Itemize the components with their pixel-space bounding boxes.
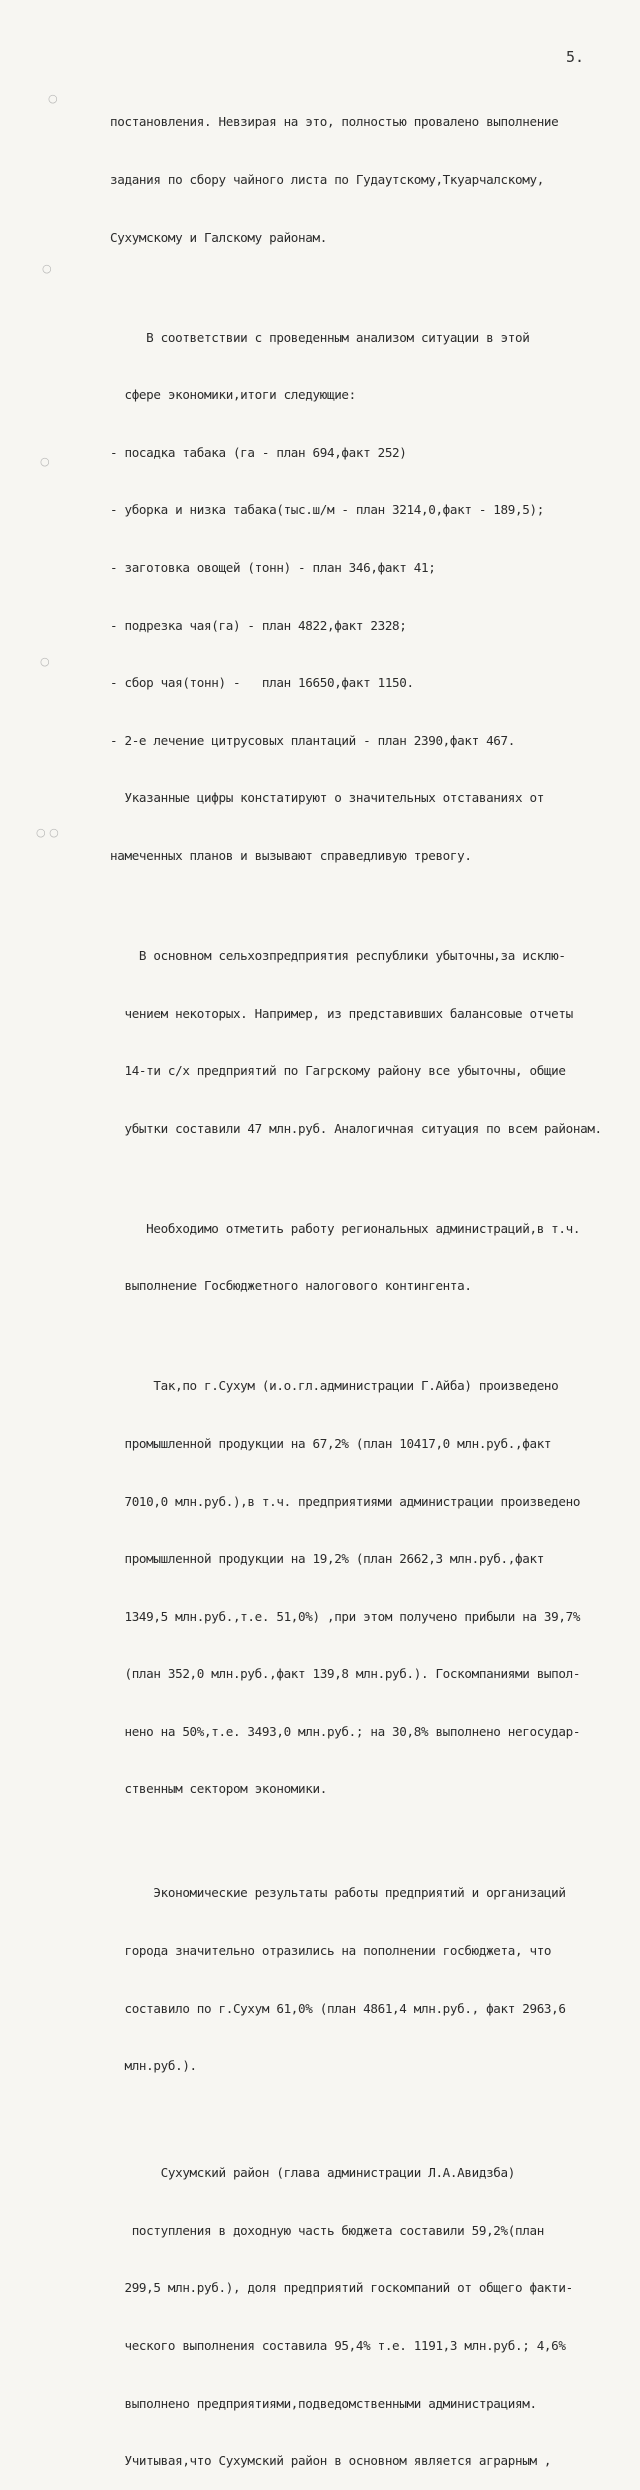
text-line: ческого выполнения составила 95,4% т.е. 1191,3 млн.руб.; 4,6%: [110, 2338, 566, 2354]
text-line: Указанные цифры констатируют о значительных отставаниях от: [110, 790, 544, 806]
text-line: нено на 50%,т.е. 3493,0 млн.руб.; на 30,8% выполнено негосудар-: [110, 1723, 581, 1739]
text-line: сфере экономики,итоги следующие:: [110, 387, 356, 403]
text-line: постановления. Невзирая на это, полностью провалено выполнение: [110, 114, 559, 130]
list-item: - 2-е лечение цитрусовых плантаций - план 2390,факт 467.: [110, 732, 515, 748]
text-line: промышленной продукции на 19,2% (план 2662,3 млн.руб.,факт: [110, 1551, 544, 1567]
page-number: 5.: [566, 48, 585, 66]
text-line: Так,по г.Сухум (и.о.гл.администрации Г.Айба) произведено: [110, 1378, 559, 1394]
text-line: 14-ти с/х предприятий по Гагрскому району все убыточны, общие: [110, 1063, 566, 1079]
text-line: 299,5 млн.руб.), доля предприятий госкомпаний от общего факти-: [110, 2280, 573, 2296]
list-item: - уборка и низка табака(тыс.ш/м - план 3214,0,факт - 189,5);: [110, 502, 544, 518]
text-line: Сухумский район (глава администрации Л.А.Авидзба): [110, 2165, 515, 2181]
text-line: задания по сбору чайного листа по Гудаутскому,Ткуарчалскому,: [110, 172, 544, 187]
text-line: намеченных планов и вызывают справедливую тревогу.: [110, 847, 472, 863]
list-item: - заготовка овощей (тонн) - план 346,факт 41;: [110, 559, 436, 575]
text-line: чением некоторых. Например, из представивших балансовые отчеты: [110, 1005, 573, 1021]
text-line: ственным сектором экономики.: [110, 1781, 327, 1797]
text-line: составило по г.Сухум 61,0% (план 4861,4 млн.руб., факт 2963,6: [110, 2000, 566, 2016]
text-line: промышленной продукции на 67,2% (план 10417,0 млн.руб.,факт: [110, 1435, 552, 1451]
text-line: В основном сельхозпредприятия республики убыточны,за исклю-: [110, 947, 566, 963]
text-line: млн.руб.).: [110, 2058, 197, 2074]
text-line: Экономические результаты работы предприятий и организаций: [110, 1885, 566, 1901]
list-item: - посадка табака (га - план 694,факт 252): [110, 444, 407, 460]
list-item: - подрезка чая(га) - план 4822,факт 2328;: [110, 617, 407, 633]
text-line: Необходимо отметить работу региональных администраций,в т.ч.: [110, 1220, 581, 1236]
text-line: города значительно отразились на пополнении госбюджета, что: [110, 1943, 552, 1959]
list-item: - сбор чая(тонн) - план 16650,факт 1150.: [110, 675, 414, 691]
margin-mark: ○: [40, 455, 50, 468]
text-line: убытки составили 47 млн.руб. Аналогичная ситуация по всем районам.: [110, 1120, 602, 1136]
margin-mark: ○: [48, 92, 58, 105]
text-line: В соответствии с проведенным анализом ситуации в этой: [110, 329, 530, 345]
text-line: 7010,0 млн.руб.),в т.ч. предприятиями администрации произведено: [110, 1493, 581, 1509]
text-line: выполнено предприятиями,подведомственными администрациям.: [110, 2395, 537, 2411]
margin-mark: ○: [40, 655, 50, 668]
text-line: (план 352,0 млн.руб.,факт 139,8 млн.руб.). Госкомпаниями выпол-: [110, 1666, 581, 1682]
margin-mark: ○ ○: [36, 826, 59, 839]
document-body: [110, 74, 610, 2490]
text-line: выполнение Госбюджетного налогового контингента.: [110, 1278, 472, 1294]
text-line: 1349,5 млн.руб.,т.е. 51,0%) ,при этом получено прибыли на 39,7%: [110, 1608, 581, 1624]
text-line: Учитывая,что Сухумский район в основном является аграрным ,: [110, 2453, 552, 2469]
margin-mark: ○: [42, 262, 52, 275]
text-line: Сухумскому и Галскому районам.: [110, 229, 327, 245]
text-line: поступления в доходную часть бюджета составили 59,2%(план: [110, 2222, 544, 2238]
